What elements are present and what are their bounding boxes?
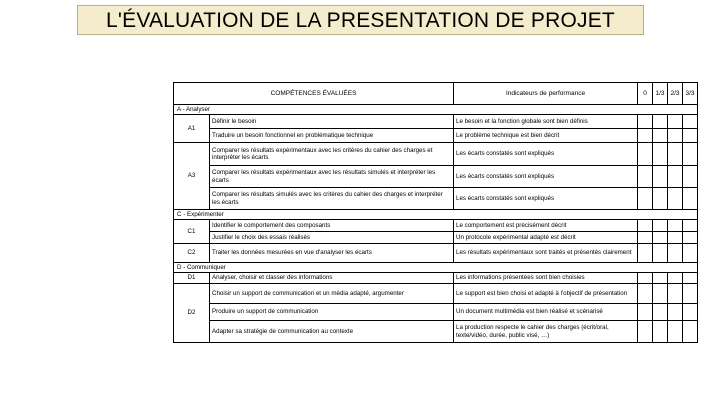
header-competences: COMPÉTENCES ÉVALUÉES bbox=[174, 83, 454, 105]
score-cell[interactable] bbox=[668, 143, 683, 166]
score-cell[interactable] bbox=[653, 273, 668, 284]
indicator-text: La production respecte le cahier des charges (écrit/oral, texte/vidéo, durée, public visé, …) bbox=[454, 321, 638, 343]
score-cell[interactable] bbox=[683, 143, 698, 166]
score-cell[interactable] bbox=[683, 129, 698, 143]
score-cell[interactable] bbox=[668, 244, 683, 263]
header-score-2-3: 2/3 bbox=[668, 83, 683, 105]
score-cell[interactable] bbox=[638, 143, 653, 166]
score-cell[interactable] bbox=[653, 220, 668, 232]
competence-text: Comparer les résultats expérimentaux avec les résultats simulés et interpréter les écarts bbox=[210, 166, 454, 188]
indicator-text: Les écarts constatés sont expliqués bbox=[454, 188, 638, 210]
score-cell[interactable] bbox=[683, 232, 698, 244]
score-cell[interactable] bbox=[668, 273, 683, 284]
competence-code: C2 bbox=[174, 244, 210, 263]
score-cell[interactable] bbox=[683, 304, 698, 321]
score-cell[interactable] bbox=[683, 188, 698, 210]
table-row bbox=[174, 273, 698, 284]
indicator-text: Le problème technique est bien décrit bbox=[454, 129, 638, 143]
section-label-analyser: A - Analyser bbox=[174, 105, 698, 115]
section-row bbox=[174, 210, 698, 220]
competence-text: Comparer les résultats simulés avec les critères du cahier des charges et interpréter les écarts bbox=[210, 188, 454, 210]
competence-code: D2 bbox=[174, 284, 210, 343]
score-cell[interactable] bbox=[683, 284, 698, 304]
header-score-3-3: 3/3 bbox=[683, 83, 698, 105]
table-row bbox=[174, 188, 698, 210]
indicator-text: Le support est bien choisi et adapté à l'objectif de présentation bbox=[454, 284, 638, 304]
indicator-text: Les écarts constatés sont expliqués bbox=[454, 143, 638, 166]
competence-text: Analyser, choisir et classer des informations bbox=[210, 273, 454, 284]
score-cell[interactable] bbox=[638, 129, 653, 143]
section-label-communiquer: D - Communiquer bbox=[174, 263, 698, 273]
table-row bbox=[174, 220, 698, 232]
indicator-text: Le comportement est précisément décrit bbox=[454, 220, 638, 232]
score-cell[interactable] bbox=[653, 321, 668, 343]
section-label-experimenter: C - Expérimenter bbox=[174, 210, 698, 220]
score-cell[interactable] bbox=[653, 232, 668, 244]
score-cell[interactable] bbox=[638, 244, 653, 263]
score-cell[interactable] bbox=[668, 188, 683, 210]
score-cell[interactable] bbox=[638, 220, 653, 232]
competence-text: Traiter les données mesurées en vue d'analyser les écarts bbox=[210, 244, 454, 263]
score-cell[interactable] bbox=[668, 166, 683, 188]
score-cell[interactable] bbox=[668, 115, 683, 129]
competence-code: A1 bbox=[174, 115, 210, 143]
score-cell[interactable] bbox=[668, 232, 683, 244]
table-header-row bbox=[174, 83, 698, 105]
score-cell[interactable] bbox=[653, 304, 668, 321]
score-cell[interactable] bbox=[668, 129, 683, 143]
score-cell[interactable] bbox=[638, 304, 653, 321]
competence-text: Comparer les résultats expérimentaux avec les critères du cahier des charges et interpréter les écarts bbox=[210, 143, 454, 166]
score-cell[interactable] bbox=[653, 166, 668, 188]
table-row bbox=[174, 304, 698, 321]
indicator-text: Les écarts constatés sont expliqués bbox=[454, 166, 638, 188]
section-row bbox=[174, 105, 698, 115]
score-cell[interactable] bbox=[653, 143, 668, 166]
score-cell[interactable] bbox=[638, 232, 653, 244]
page-title: L'ÉVALUATION DE LA PRESENTATION DE PROJET bbox=[77, 5, 644, 35]
score-cell[interactable] bbox=[638, 188, 653, 210]
indicator-text: Un protocole expérimental adapté est décrit bbox=[454, 232, 638, 244]
indicator-text: Le besoin et la fonction globale sont bien définis bbox=[454, 115, 638, 129]
score-cell[interactable] bbox=[668, 321, 683, 343]
score-cell[interactable] bbox=[668, 284, 683, 304]
indicator-text: Les résultats expérimentaux sont traités et présentés clairement bbox=[454, 244, 638, 263]
table-row bbox=[174, 129, 698, 143]
header-score-1-3: 1/3 bbox=[653, 83, 668, 105]
indicator-text: Les informations présentées sont bien choisies bbox=[454, 273, 638, 284]
table-row bbox=[174, 284, 698, 304]
score-cell[interactable] bbox=[653, 244, 668, 263]
score-cell[interactable] bbox=[668, 220, 683, 232]
header-indicateurs: Indicateurs de performance bbox=[454, 83, 638, 105]
competence-text: Adapter sa stratégie de communication au contexte bbox=[210, 321, 454, 343]
score-cell[interactable] bbox=[683, 115, 698, 129]
score-cell[interactable] bbox=[668, 304, 683, 321]
evaluation-table bbox=[173, 82, 698, 343]
score-cell[interactable] bbox=[653, 188, 668, 210]
score-cell[interactable] bbox=[683, 220, 698, 232]
score-cell[interactable] bbox=[683, 273, 698, 284]
table-row bbox=[174, 232, 698, 244]
score-cell[interactable] bbox=[683, 166, 698, 188]
competence-code: A3 bbox=[174, 143, 210, 210]
competence-code: D1 bbox=[174, 273, 210, 284]
score-cell[interactable] bbox=[638, 166, 653, 188]
competence-text: Définir le besoin bbox=[210, 115, 454, 129]
competence-text: Identifier le comportement des composants bbox=[210, 220, 454, 232]
table-row bbox=[174, 143, 698, 166]
header-score-0: 0 bbox=[638, 83, 653, 105]
score-cell[interactable] bbox=[653, 115, 668, 129]
competence-text: Traduire un besoin fonctionnel en problématique technique bbox=[210, 129, 454, 143]
competence-text: Justifier le choix des essais réalisés bbox=[210, 232, 454, 244]
section-row bbox=[174, 263, 698, 273]
competence-text: Choisir un support de communication et un média adapté, argumenter bbox=[210, 284, 454, 304]
score-cell[interactable] bbox=[653, 129, 668, 143]
competence-code: C1 bbox=[174, 220, 210, 244]
table-row bbox=[174, 244, 698, 263]
score-cell[interactable] bbox=[638, 115, 653, 129]
score-cell[interactable] bbox=[638, 284, 653, 304]
competence-text: Produire un support de communication bbox=[210, 304, 454, 321]
score-cell[interactable] bbox=[683, 321, 698, 343]
table-row bbox=[174, 321, 698, 343]
score-cell[interactable] bbox=[653, 284, 668, 304]
table-row bbox=[174, 115, 698, 129]
table-row bbox=[174, 166, 698, 188]
score-cell[interactable] bbox=[683, 244, 698, 263]
score-cell[interactable] bbox=[638, 273, 653, 284]
score-cell[interactable] bbox=[638, 321, 653, 343]
indicator-text: Un document multimédia est bien réalisé et scénarisé bbox=[454, 304, 638, 321]
